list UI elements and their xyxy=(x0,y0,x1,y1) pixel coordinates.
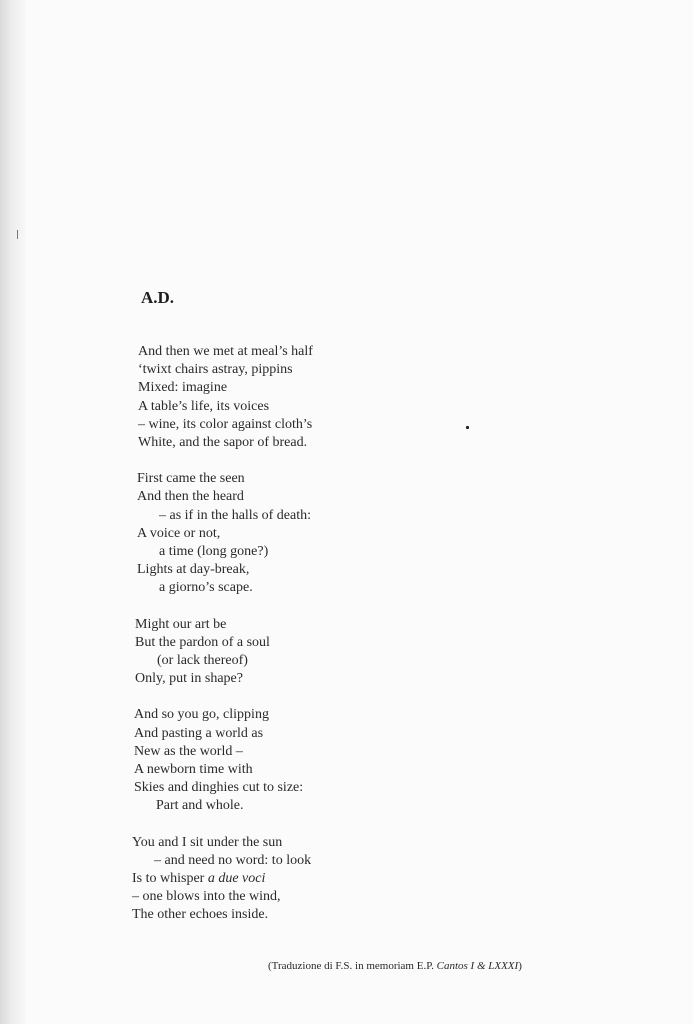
poem-line xyxy=(0,870,693,888)
poem-line-text: Is to whisper xyxy=(132,871,208,887)
poem-line xyxy=(0,416,693,434)
poem-line-text: a time (long gone?) xyxy=(159,544,269,560)
poem-line xyxy=(0,379,693,397)
poem-line-text: Only, put in shape? xyxy=(135,671,243,687)
footnote-italic: Cantos I & LXXXI xyxy=(436,960,519,972)
gutter-mark xyxy=(17,230,18,239)
poem-line xyxy=(0,906,693,924)
stanza xyxy=(0,834,693,925)
poem-line xyxy=(0,525,693,543)
poem-line xyxy=(0,543,693,561)
poem-line-text: – one blows into the wind, xyxy=(132,889,281,905)
stanza xyxy=(0,706,693,815)
poem-line-text: Skies and dinghies cut to size: xyxy=(134,780,304,796)
poem-line-text: A table’s life, its voices xyxy=(138,398,270,414)
poem-line-text: A newborn time with xyxy=(134,762,253,778)
poem-line-text: Mixed: imagine xyxy=(138,380,228,396)
poem-line xyxy=(0,361,693,379)
poem-line-italic: a due voci xyxy=(207,871,266,887)
poem-line-text: ‘twixt chairs astray, pippins xyxy=(138,362,293,378)
poem-line xyxy=(0,725,693,743)
poem-line-text: – wine, its color against cloth’s xyxy=(138,416,313,432)
poem-line-text: The other echoes inside. xyxy=(132,907,269,923)
poem-line-text: Might our art be xyxy=(135,616,227,632)
poem-line-text: First came the seen xyxy=(137,471,245,487)
poem-line-text: But the pardon of a soul xyxy=(135,634,270,650)
stanza xyxy=(0,470,693,597)
poem-line xyxy=(0,706,693,724)
stanza xyxy=(0,343,693,452)
poem-line xyxy=(0,434,693,452)
poem-line-text: a giorno’s scape. xyxy=(159,580,253,596)
stanza xyxy=(0,616,693,689)
poem-line xyxy=(0,561,693,579)
poem-line xyxy=(0,834,693,852)
poem-line xyxy=(0,343,693,361)
footnote-prefix: (Traduzione di F.S. in memoriam E.P. xyxy=(268,960,437,972)
poem-line-text: – and need no word: to look xyxy=(154,852,312,868)
poem-line xyxy=(0,670,693,688)
poem-line-text: Lights at day-break, xyxy=(137,562,250,578)
poem-line xyxy=(0,470,693,488)
poem-line xyxy=(0,488,693,506)
poem-line xyxy=(0,743,693,761)
poem-line xyxy=(0,634,693,652)
poem-line-text: New as the world – xyxy=(134,743,243,759)
poem-line xyxy=(0,797,693,815)
poem-line xyxy=(0,507,693,525)
poem-line xyxy=(0,779,693,797)
poem-line xyxy=(0,888,693,906)
poem-line-text: A voice or not, xyxy=(137,525,221,541)
poem-line-text: (or lack thereof) xyxy=(157,653,248,669)
poem-line-text: And then we met at meal’s half xyxy=(138,344,313,359)
poem-line-text: And so you go, clipping xyxy=(134,707,269,723)
poem-line xyxy=(0,652,693,670)
poem-line xyxy=(0,398,693,416)
poem-line xyxy=(0,579,693,597)
poem-title: A.D. xyxy=(141,288,175,307)
poem-line xyxy=(0,761,693,779)
footnote-suffix: ) xyxy=(518,960,522,972)
poem-line-text: – as if in the halls of death: xyxy=(159,507,312,523)
poem-line-text: White, and the sapor of bread. xyxy=(138,435,308,451)
poem-line-text: You and I sit under the sun xyxy=(132,834,283,850)
footnote xyxy=(268,960,522,972)
poem-line-text: And pasting a world as xyxy=(134,725,264,741)
poem-body xyxy=(0,343,693,943)
poem-line xyxy=(0,852,693,870)
poem-line xyxy=(0,616,693,634)
poem-line-text: Part and whole. xyxy=(156,798,244,814)
poem-line-text: And then the heard xyxy=(137,489,244,505)
